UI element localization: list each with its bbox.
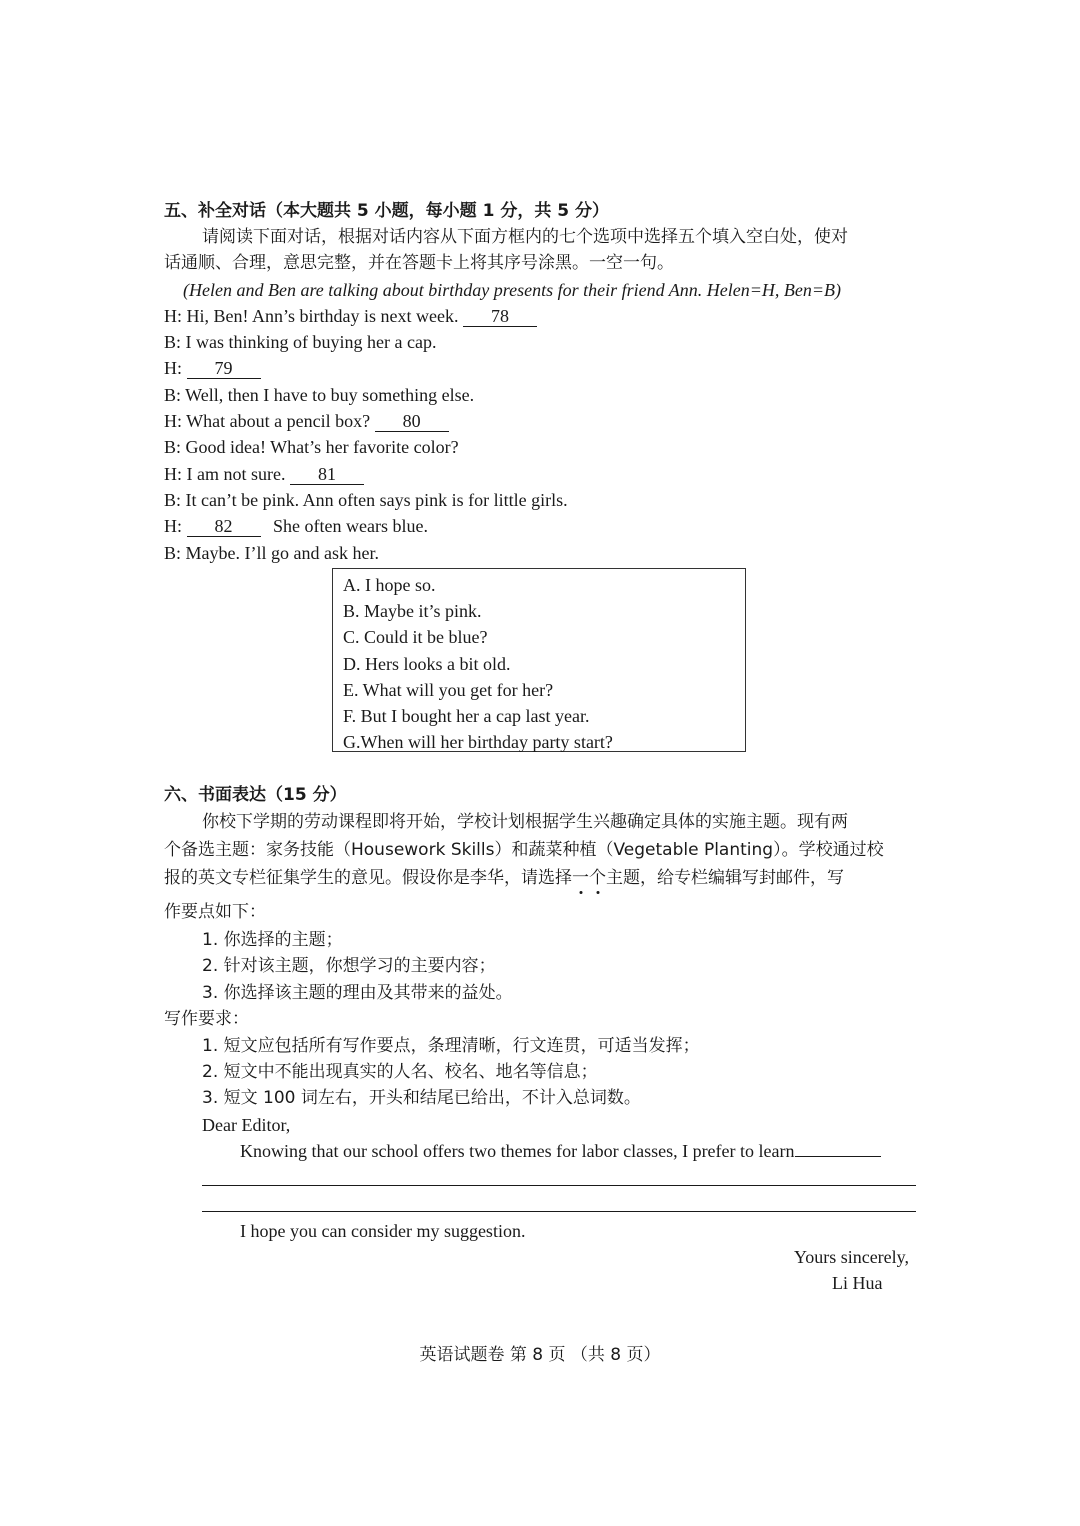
dialogue-line — [164, 461, 364, 487]
dialogue-line — [164, 329, 436, 355]
dialogue-line — [164, 355, 261, 381]
options-box — [332, 568, 746, 752]
dialogue-text: She often wears blue. — [268, 516, 428, 536]
dialogue-text: B: Well, then I have to buy something else. — [164, 385, 475, 405]
dialogue-text: B: It can’t be pink. Ann often says pink is for little girls. — [164, 490, 568, 510]
dialogue-text: B: Maybe. I’ll go and ask her. — [164, 543, 379, 563]
dialogue-text: H: — [164, 358, 187, 378]
dialogue-line — [164, 513, 428, 539]
writing-point-1: 1. 你选择的主题； — [202, 930, 343, 950]
option-e: E. What will you get for her? — [343, 680, 554, 700]
section6-para-line2: 个备选主题：家务技能（Housework Skills）和蔬菜种植（Vegetable Planting）。学校通过校 — [164, 840, 884, 860]
writing-line-2[interactable] — [202, 1211, 916, 1212]
dialogue-line — [164, 434, 459, 460]
writing-point-3: 3. 你选择该主题的理由及其带来的益处。 — [202, 983, 513, 1003]
section5-instruction-line2: 话通顺、合理，意思完整，并在答题卡上将其序号涂黑。一空一句。 — [164, 253, 674, 273]
option-f: F. But I bought her a cap last year. — [343, 706, 590, 726]
option-g: G.When will her birthday party start? — [343, 732, 613, 752]
dialogue-line — [164, 487, 568, 513]
dialogue-text: H: — [164, 516, 187, 536]
para3-text: 主题，给专栏编辑写封邮件，写 — [606, 868, 844, 888]
letter-signoff: Yours sincerely, — [794, 1247, 909, 1267]
dialogue-line — [164, 382, 474, 408]
dialogue-text: B: I was thinking of buying her a cap. — [164, 332, 437, 352]
letter-signature: Li Hua — [832, 1273, 883, 1293]
requirement-2: 2. 短文中不能出现真实的人名、校名、地名等信息； — [202, 1062, 598, 1082]
answer-blank: 79 — [187, 358, 261, 379]
writing-line-1[interactable] — [202, 1185, 916, 1186]
dialogue-line — [164, 408, 449, 434]
option-b: B. Maybe it’s pink. — [343, 601, 482, 621]
writing-blank[interactable] — [795, 1138, 881, 1157]
section5-instruction-line1: 请阅读下面对话，根据对话内容从下面方框内的七个选项中选择五个填入空白处，使对 — [202, 227, 848, 247]
dialogue-text: H: I am not sure. — [164, 464, 290, 484]
answer-blank: 82 — [187, 516, 261, 537]
letter-closing: I hope you can consider my suggestion. — [240, 1221, 526, 1241]
opening-text: Knowing that our school offers two themes for labor classes, I prefer to learn — [240, 1141, 795, 1161]
section6-heading: 六、书面表达（15 分） — [164, 785, 347, 805]
letter-opening — [240, 1138, 881, 1164]
section6-para-line1: 你校下学期的劳动课程即将开始，学校计划根据学生兴趣确定具体的实施主题。现有两 — [202, 812, 848, 832]
section5-heading: 五、补全对话（本大题共 5 小题，每小题 1 分，共 5 分） — [164, 201, 609, 221]
answer-blank: 78 — [463, 306, 537, 327]
dialogue-text: H: What about a pencil box? — [164, 411, 375, 431]
answer-blank: 80 — [375, 411, 449, 432]
requirement-3: 3. 短文 100 词左右，开头和结尾已给出，不计入总词数。 — [202, 1088, 641, 1108]
requirements-heading: 写作要求： — [164, 1009, 249, 1029]
para3-text: 报的英文专栏征集学生的意见。假设你是李华，请选择 — [164, 868, 572, 888]
page-footer: 英语试题卷 第 8 页 （共 8 页） — [419, 1345, 661, 1365]
option-d: D. Hers looks a bit old. — [343, 654, 511, 674]
option-a: A. I hope so. — [343, 575, 436, 595]
requirement-1: 1. 短文应包括所有写作要点，条理清晰，行文连贯，可适当发挥； — [202, 1036, 700, 1056]
emphasis-char: 个 — [589, 868, 606, 888]
dialogue-text: B: Good idea! What’s her favorite color? — [164, 437, 459, 457]
dialogue-context: (Helen and Ben are talking about birthday presents for their friend Ann. Helen=H, Ben=B) — [183, 280, 842, 300]
writing-point-2: 2. 针对该主题，你想学习的主要内容； — [202, 956, 496, 976]
dialogue-line — [164, 540, 379, 566]
dialogue-line — [164, 303, 537, 329]
emphasis-char: 一 — [572, 868, 589, 888]
letter-salutation: Dear Editor, — [202, 1115, 291, 1135]
section6-para-line3 — [164, 865, 844, 891]
section6-para-line4: 作要点如下： — [164, 902, 266, 922]
dialogue-text: H: Hi, Ben! Ann’s birthday is next week. — [164, 306, 463, 326]
option-c: C. Could it be blue? — [343, 627, 488, 647]
answer-blank: 81 — [290, 464, 364, 485]
